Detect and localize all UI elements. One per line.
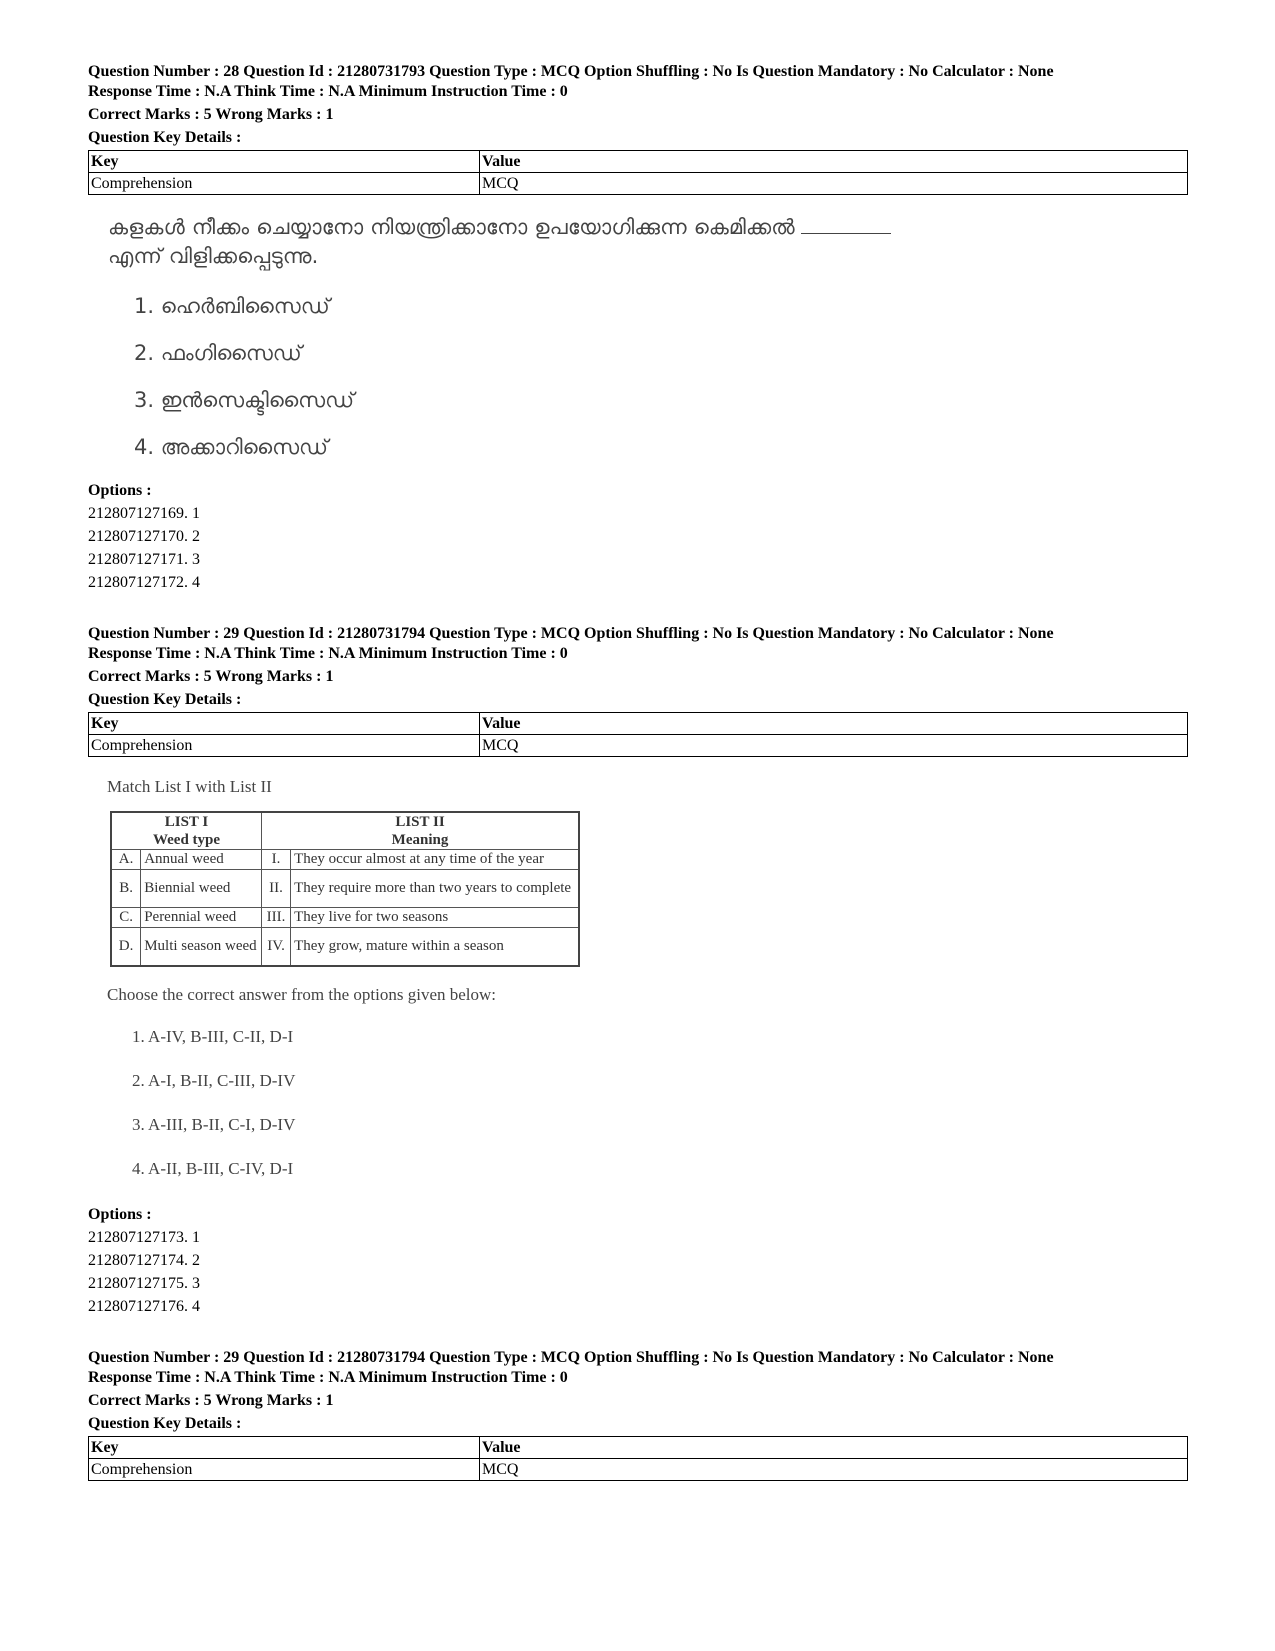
match-table bbox=[110, 811, 580, 967]
question-option: 3. A-III, B-II, C-I, D-IV bbox=[132, 1114, 296, 1134]
match-row: B. Biennial weed II. They require more than two years to complete bbox=[111, 870, 579, 908]
key-details-table bbox=[88, 150, 1188, 195]
value-header: Value bbox=[480, 713, 1188, 735]
document-page bbox=[88, 62, 1188, 1481]
question-meta-timing: Response Time : N.A Think Time : N.A Minimum Instruction Time : 0 bbox=[88, 645, 568, 662]
option-id: 212807127173. 1 bbox=[88, 1228, 200, 1246]
question-meta-timing: Response Time : N.A Think Time : N.A Minimum Instruction Time : 0 bbox=[88, 1368, 568, 1386]
key-header: Key bbox=[89, 151, 480, 173]
option-id: 212807127169. 1 bbox=[88, 505, 200, 522]
question-meta: Question Number : 29 Question Id : 21280731794 Question Type : MCQ Option Shuffling : No Is Question Mandatory : No Calculator : None bbox=[88, 1348, 1054, 1366]
question-option: 4. അക്കാറിസൈഡ് bbox=[134, 435, 328, 459]
key-details-table bbox=[88, 1436, 1188, 1481]
key-details-label: Question Key Details : bbox=[88, 691, 242, 708]
match-row: C. Perennial weed III. They live for two seasons bbox=[111, 908, 579, 928]
key-cell: Comprehension bbox=[89, 173, 480, 195]
option-id: 212807127175. 3 bbox=[88, 1274, 200, 1292]
question-text: കളകൾ നീക്കം ചെയ്യാനോ നിയന്ത്രിക്കാനോ ഉപയോഗിക്കുന്ന കെമിക്കൽ എന്ന് വിളിക്കപ്പെടുന്നു. bbox=[108, 213, 1188, 271]
value-cell: MCQ bbox=[480, 735, 1188, 757]
key-details-label: Question Key Details : bbox=[88, 129, 242, 146]
question-meta-timing: Response Time : N.A Think Time : N.A Minimum Instruction Time : 0 bbox=[88, 83, 568, 100]
question-meta: Question Number : 28 Question Id : 21280731793 Question Type : MCQ Option Shuffling : No Is Question Mandatory : No Calculator : None bbox=[88, 63, 1054, 80]
question-29 bbox=[88, 624, 1188, 1318]
value-cell: MCQ bbox=[480, 173, 1188, 195]
option-id: 212807127171. 3 bbox=[88, 551, 200, 568]
options-label: Options : bbox=[88, 482, 152, 499]
match-row: D. Multi season weed IV. They grow, mature within a season bbox=[111, 928, 579, 966]
option-id: 212807127170. 2 bbox=[88, 528, 200, 545]
option-id: 212807127172. 4 bbox=[88, 574, 200, 591]
option-id: 212807127176. 4 bbox=[88, 1297, 200, 1315]
key-details-label: Question Key Details : bbox=[88, 1414, 242, 1432]
question-image bbox=[88, 777, 1188, 1191]
question-option: 1. A-IV, B-III, C-II, D-I bbox=[132, 1026, 294, 1046]
question-28 bbox=[88, 62, 1188, 594]
answer-blank bbox=[801, 232, 891, 234]
question-option: 3. ഇൻസെക്ടിസൈഡ് bbox=[134, 388, 355, 412]
key-details-table bbox=[88, 712, 1188, 757]
match-row: A. Annual weed I. They occur almost at any time of the year bbox=[111, 850, 579, 870]
question-prompt: Choose the correct answer from the options given below: bbox=[107, 984, 497, 1004]
option-id: 212807127174. 2 bbox=[88, 1251, 200, 1269]
question-meta: Question Number : 29 Question Id : 21280731794 Question Type : MCQ Option Shuffling : No Is Question Mandatory : No Calculator : None bbox=[88, 625, 1054, 642]
question-option: 2. A-I, B-II, C-III, D-IV bbox=[132, 1070, 296, 1090]
question-marks: Correct Marks : 5 Wrong Marks : 1 bbox=[88, 106, 334, 123]
value-header: Value bbox=[480, 1436, 1188, 1458]
question-intro: Match List I with List II bbox=[107, 777, 272, 796]
list2-header: LIST II Meaning bbox=[262, 812, 580, 850]
key-header: Key bbox=[89, 713, 480, 735]
key-header: Key bbox=[89, 1436, 480, 1458]
question-marks: Correct Marks : 5 Wrong Marks : 1 bbox=[88, 668, 334, 685]
question-option: 1. ഹെർബിസൈഡ് bbox=[134, 294, 330, 318]
question-option: 4. A-II, B-III, C-IV, D-I bbox=[132, 1158, 294, 1178]
list1-header: LIST I Weed type bbox=[111, 812, 262, 850]
question-option: 2. ഫംഗിസൈഡ് bbox=[134, 341, 302, 365]
value-header: Value bbox=[480, 151, 1188, 173]
question-marks: Correct Marks : 5 Wrong Marks : 1 bbox=[88, 1391, 334, 1409]
question-image bbox=[88, 213, 1188, 471]
question-29-repeat bbox=[88, 1348, 1188, 1481]
key-cell: Comprehension bbox=[89, 1458, 480, 1480]
key-cell: Comprehension bbox=[89, 735, 480, 757]
options-label: Options : bbox=[88, 1205, 152, 1223]
value-cell: MCQ bbox=[480, 1458, 1188, 1480]
